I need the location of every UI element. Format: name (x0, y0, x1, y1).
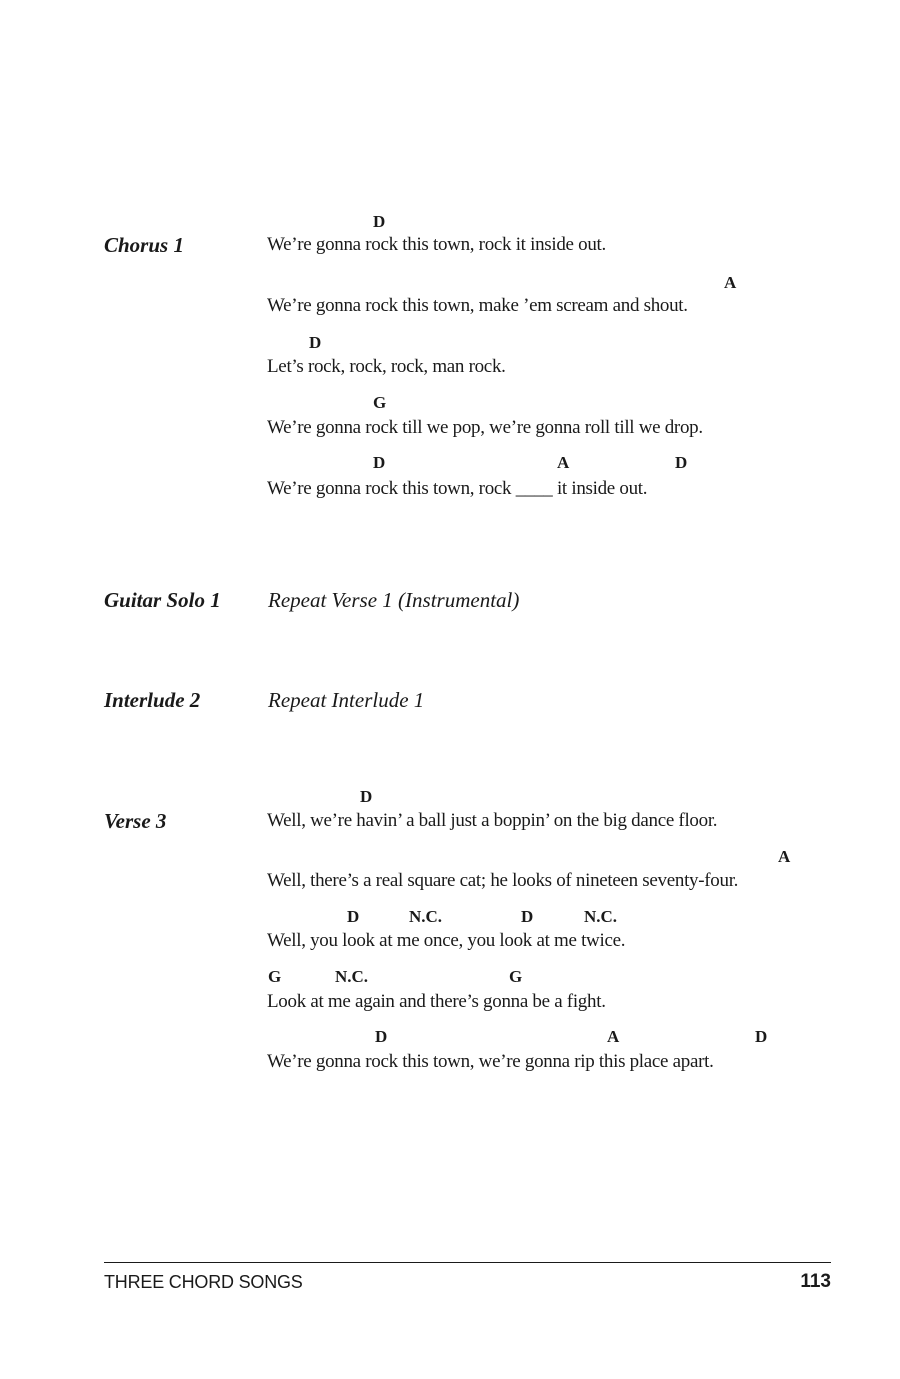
section-label-interlude-2: Interlude 2 (104, 688, 201, 712)
chord: D (347, 907, 360, 926)
chord: A (607, 1027, 620, 1046)
section-label-guitar-solo-1: Guitar Solo 1 (104, 588, 221, 612)
chord: G (373, 393, 387, 412)
lyric-line: We’re gonna rock this town, make ’em scream and shout. (267, 295, 688, 316)
lyric-line: We’re gonna rock this town, rock it inside out. (267, 234, 606, 255)
chord: A (724, 273, 737, 292)
repeat-direction: Repeat Verse 1 (Instrumental) (268, 588, 520, 612)
chord: A (557, 453, 570, 472)
chord: N.C. (584, 907, 618, 926)
lyric-line: We’re gonna rock this town, rock ____ it inside out. (267, 478, 648, 499)
repeat-direction: Repeat Interlude 1 (268, 688, 425, 712)
lyric-line: Let’s rock, rock, rock, man rock. (267, 356, 506, 377)
footer-book-title: THREE CHORD SONGS (104, 1272, 303, 1292)
chord: G (268, 967, 282, 986)
lyric-line: Well, you look at me once, you look at me twice. (267, 930, 626, 951)
chord: D (373, 453, 386, 472)
lyric-line: Look at me again and there’s gonna be a fight. (267, 991, 606, 1012)
lyric-line: We’re gonna rock this town, we’re gonna rip this place apart. (267, 1051, 714, 1072)
chord: D (309, 333, 322, 352)
chord: D (360, 787, 373, 806)
chord: D (521, 907, 534, 926)
chord: D (675, 453, 688, 472)
lyric-line: We’re gonna rock till we pop, we’re gonna roll till we drop. (267, 417, 703, 438)
section-label-chorus-1: Chorus 1 (104, 233, 184, 257)
lyric-line: Well, there’s a real square cat; he looks of nineteen seventy-four. (267, 870, 739, 891)
page-number: 113 (800, 1271, 831, 1292)
chord: A (778, 847, 791, 866)
section-label-verse-3: Verse 3 (104, 809, 167, 833)
chord: G (509, 967, 523, 986)
chord: D (375, 1027, 388, 1046)
chord: N.C. (409, 907, 443, 926)
chord: D (373, 212, 386, 231)
lyric-line: Well, we’re havin’ a ball just a boppin’ on the big dance floor. (267, 810, 718, 831)
chord: N.C. (335, 967, 369, 986)
footer-divider (104, 1262, 831, 1263)
chord: D (755, 1027, 768, 1046)
